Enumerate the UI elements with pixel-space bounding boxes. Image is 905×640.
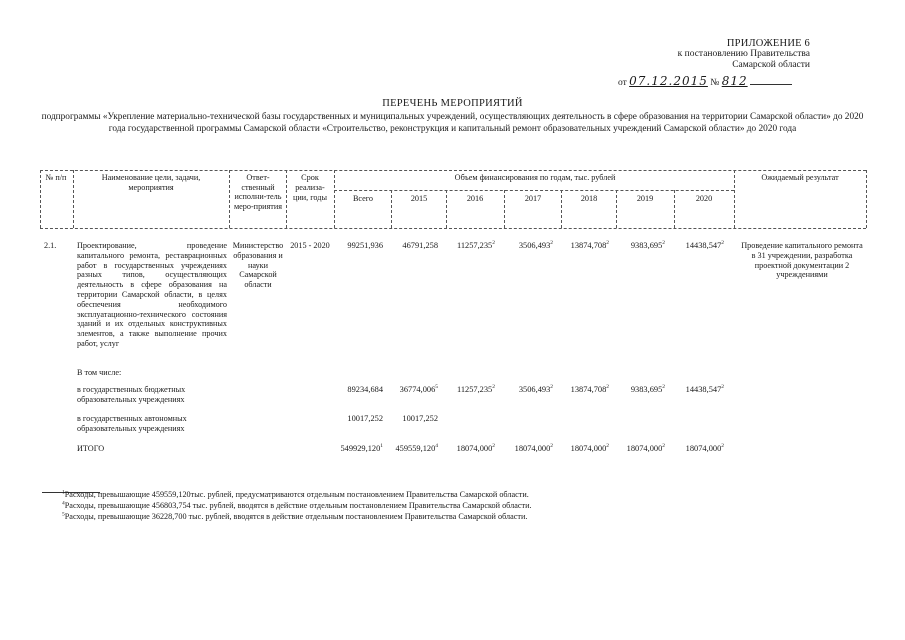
header-num: № п/п [45, 173, 67, 182]
total-label: ИТОГО [77, 444, 105, 453]
row-2-1-value-col-1: 46791,258 [402, 241, 438, 250]
col-border [334, 170, 335, 228]
row-2-1-value-col-2: 11257,235$^2$ [456, 240, 495, 250]
row-responsible: Министерство образования и науки Самарской области [232, 241, 284, 290]
header-bottom-border [40, 228, 866, 229]
row-2-1-value-col-0: 99251,936 [347, 241, 383, 250]
date-prefix: от [618, 78, 627, 88]
header-year-2020: 2020 [695, 194, 713, 203]
appendix-label: ПРИЛОЖЕНИЕ 6 [726, 38, 810, 49]
decree-date-number [618, 74, 792, 88]
appendix-header [560, 38, 810, 71]
document-subtitle: подпрограммы «Укрепление материально-технической базы государственных и муниципальных учреждений, осуществляющих деятельность в сфере образования на территории Самарской области» до 2020 года государственной программы Самарской области «Строительство, реконструкция и капитальный ремонт образовательных учреждений Самарской области» до 2020 года [41, 112, 864, 134]
col-border [286, 170, 287, 228]
col-border [504, 190, 505, 228]
col-border [674, 190, 675, 228]
header-result: Ожидаемый результат [761, 173, 839, 182]
sub1-value-col-3: 3506,493$^2$ [518, 384, 553, 394]
sub2-value-col-0: 10017,252 [347, 414, 383, 423]
header-funding: Объем финансирования по годам, тыс. рублей [454, 173, 616, 182]
header-name: Наименование цели, задачи, мероприятия [101, 173, 201, 192]
sub2-value-col-1: 10017,252 [402, 414, 438, 423]
col-border [391, 190, 392, 228]
header-period: Срок реализа-ции, годы [293, 173, 327, 202]
header-responsible: Ответ-ственный исполни-тель меро-приятия [233, 173, 283, 211]
col-border [561, 190, 562, 228]
total-value-col-1: 459559,120$^4$ [395, 443, 438, 453]
row-2-1-value-col-6: 14438,547$^2$ [685, 240, 724, 250]
row-2-1-value-col-3: 3506,493$^2$ [518, 240, 553, 250]
sub1-value-col-0: 89234,684 [347, 385, 383, 394]
including-label: В том числе: [77, 368, 122, 377]
row-2-1-value-col-4: 13874,708$^2$ [570, 240, 609, 250]
table-top-border [40, 170, 866, 171]
sub1-value-col-1: 36774,006$^5$ [399, 384, 438, 394]
row-number: 2.1. [44, 241, 57, 250]
total-value-col-6: 18074,000$^2$ [685, 443, 724, 453]
col-border [734, 170, 735, 228]
total-value-col-0: 549929,120$^1$ [340, 443, 383, 453]
footnote-4: $^4$Расходы, превышающие 456803,754 тыс. рублей, вводятся в действие отдельным постановлением Правительства Самарской области. [62, 500, 532, 510]
row-name: Проектирование, проведение капитального ремонта, реставрационных работ в государственных учреждениях разных типов, осуществляющих деятельность в сфере образования на территории Самарской области, в целях обеспечения необходимого эксплуатационно-технического состояния зданий и их отдельных конструктивных элементов, а также выполнение прочих работ, услуг [77, 241, 227, 348]
col-border [40, 170, 41, 228]
col-border [229, 170, 230, 228]
handwritten-number: 812 [721, 74, 748, 88]
signature-underline [750, 84, 792, 85]
footnote-1: $^1$Расходы, превышающие 459559,120тыс. рублей, предусматриваются отдельным постановлением Правительства Самарской области. [62, 489, 529, 499]
col-border [866, 170, 867, 228]
header-year-2017: 2017 [524, 194, 542, 203]
header-total: Всего [352, 194, 374, 203]
row-expected-result: Проведение капитального ремонта в 31 учреждении, разработка проектной документации 2 учреждениями [741, 241, 863, 280]
header-year-2016: 2016 [466, 194, 484, 203]
total-value-col-4: 18074,000$^2$ [570, 443, 609, 453]
col-border [446, 190, 447, 228]
sub1-value-col-5: 9383,695$^2$ [630, 384, 665, 394]
handwritten-date: 07.12.2015 [629, 74, 708, 88]
appendix-line-2: Самарской области [732, 60, 810, 70]
footnote-5: $^5$Расходы, превышающие 36228,700 тыс. рублей, вводятся в действие отдельным постановлением Правительства Самарской области. [62, 511, 528, 521]
total-value-col-3: 18074,000$^2$ [514, 443, 553, 453]
row-2-1-value-col-5: 9383,695$^2$ [630, 240, 665, 250]
total-value-col-5: 18074,000$^2$ [626, 443, 665, 453]
appendix-line-1: к постановлению Правительства [677, 49, 810, 59]
sub1-value-col-4: 13874,708$^2$ [570, 384, 609, 394]
header-year-2019: 2019 [636, 194, 654, 203]
total-value-col-2: 18074,000$^2$ [456, 443, 495, 453]
sub1-value-col-6: 14438,547$^2$ [685, 384, 724, 394]
col-border [73, 170, 74, 228]
col-border [616, 190, 617, 228]
header-year-2018: 2018 [580, 194, 598, 203]
sub1-value-col-2: 11257,235$^2$ [456, 384, 495, 394]
row-period: 2015 - 2020 [290, 241, 330, 250]
sub2-name: в государственных автономных образовательных учреждениях [77, 414, 187, 433]
header-year-2015: 2015 [410, 194, 428, 203]
sub1-name: в государственных бюджетных образовательных учреждениях [77, 385, 186, 404]
number-prefix: № [710, 78, 720, 88]
document-title: ПЕРЕЧЕНЬ МЕРОПРИЯТИЙ [382, 98, 523, 109]
